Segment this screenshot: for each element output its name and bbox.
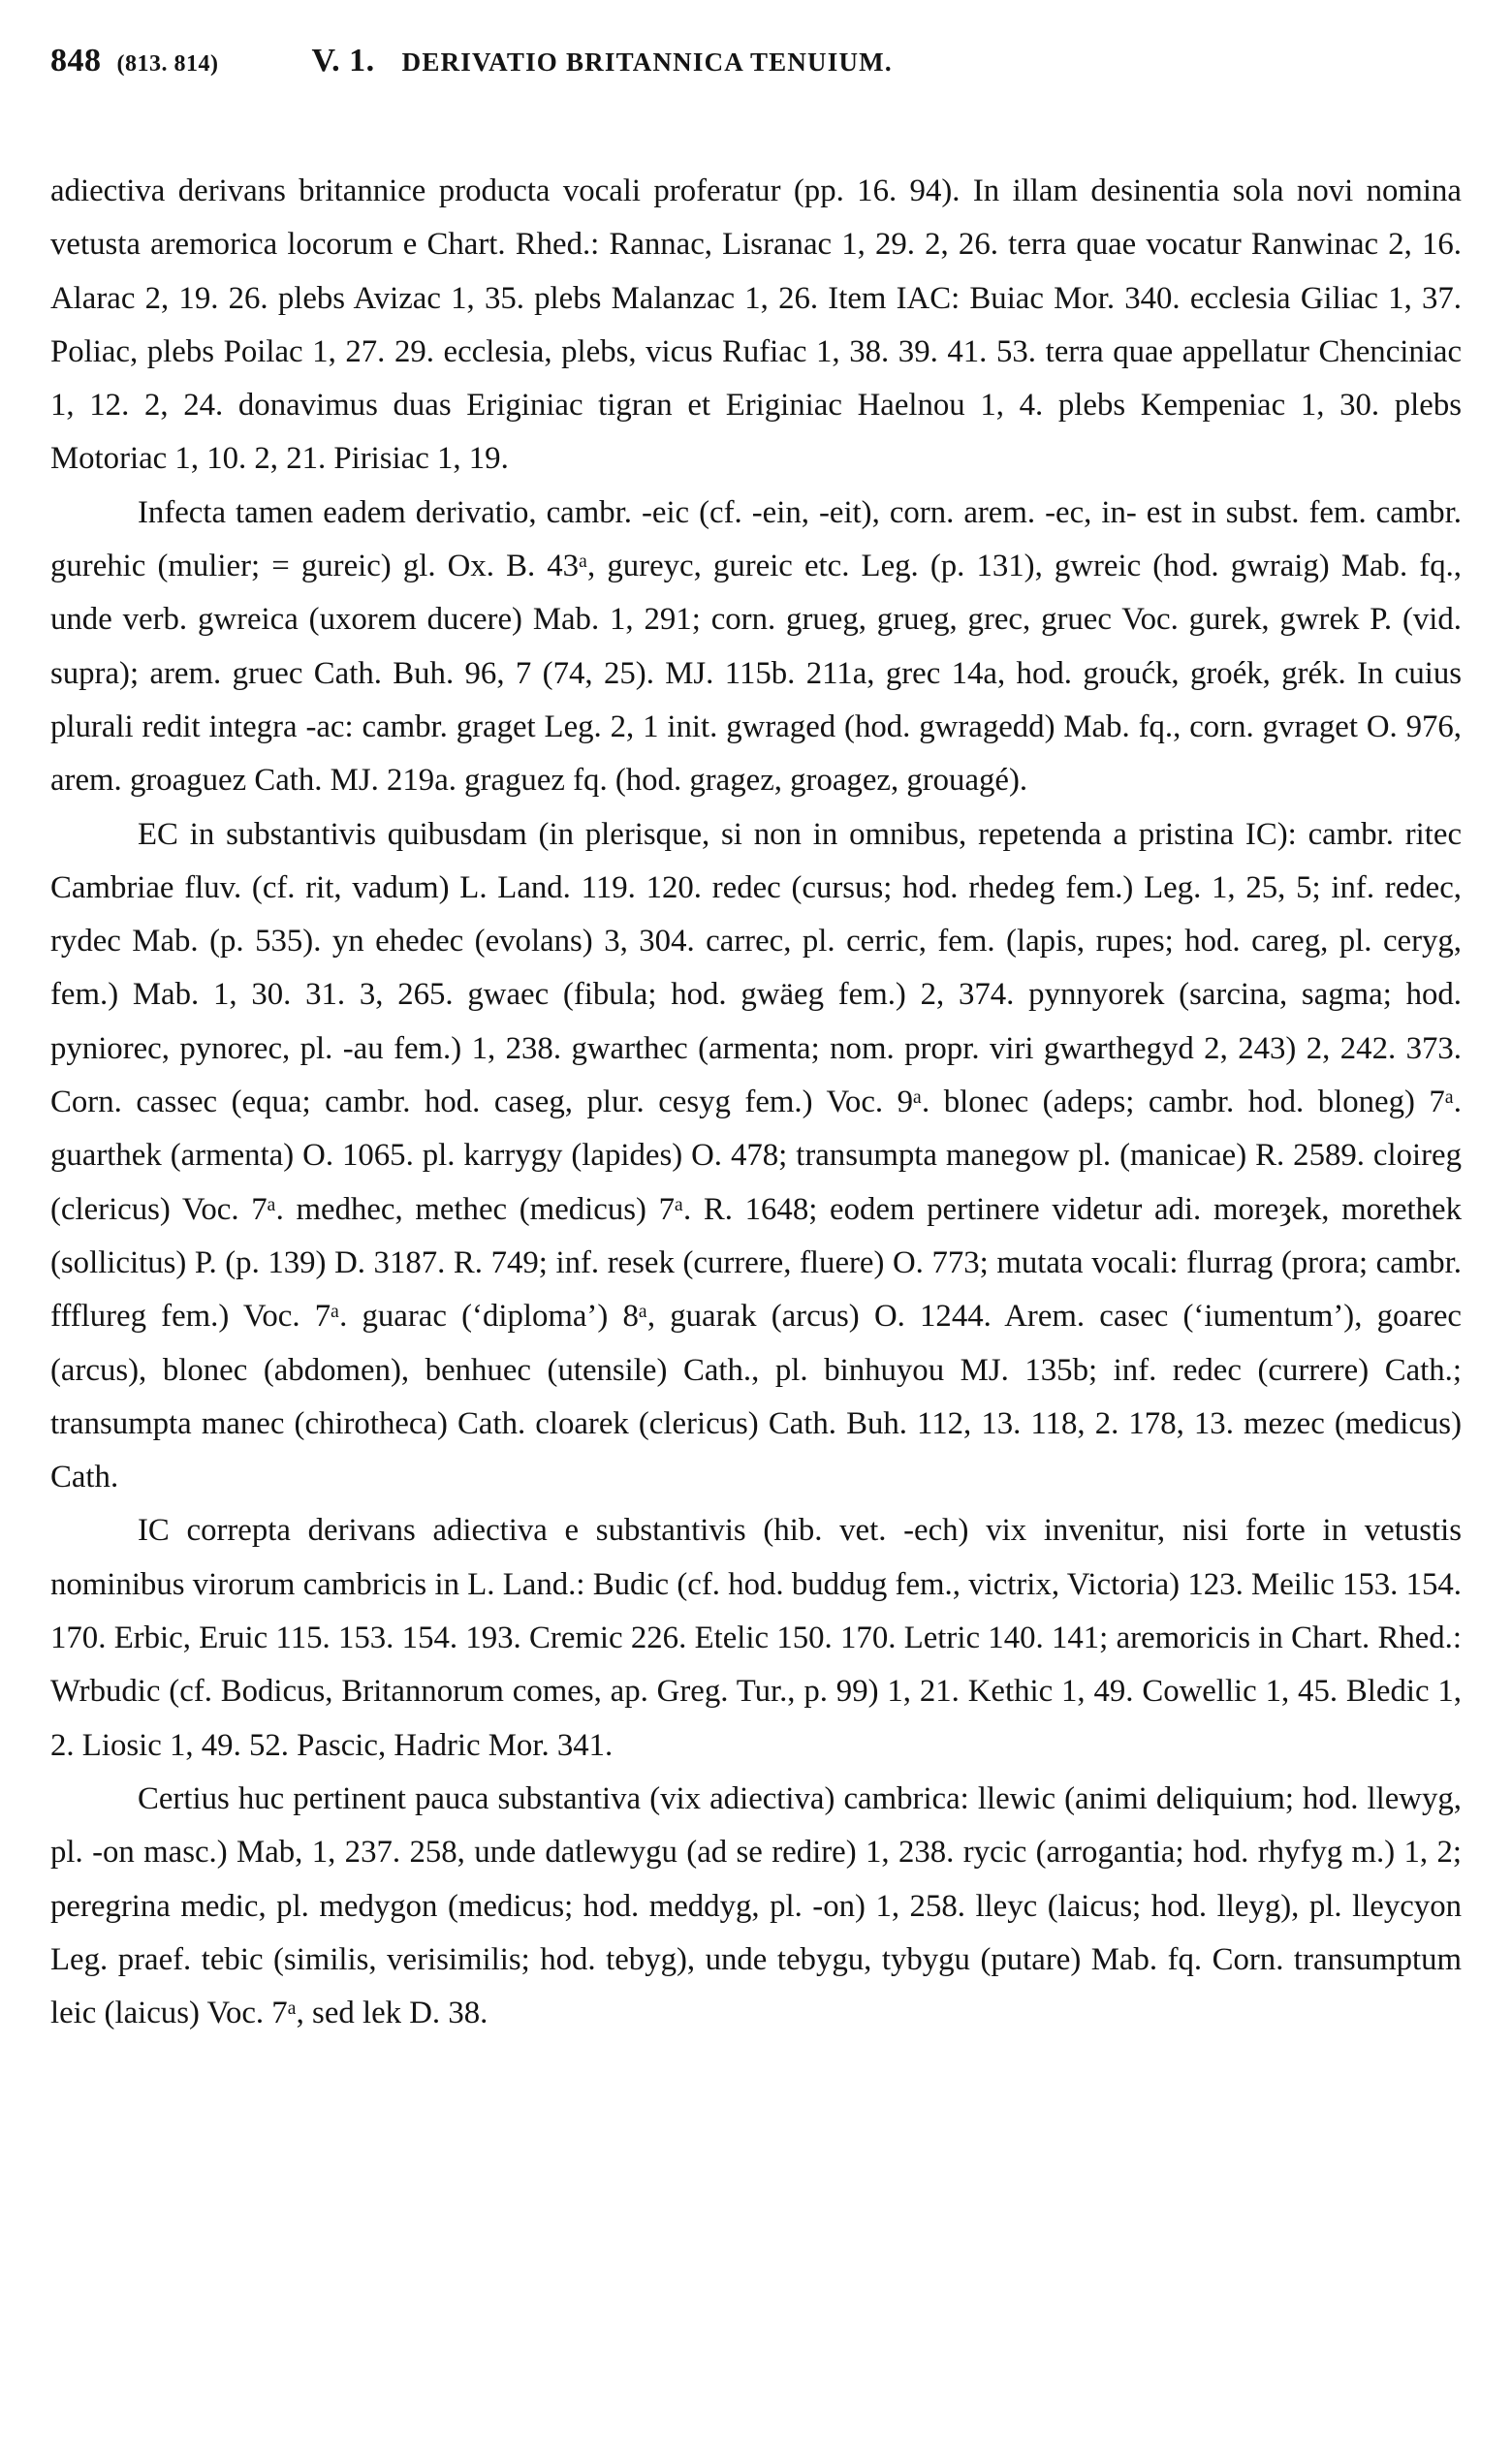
- paragraph-ec-substantives: EC in substantivis quibusdam (in plerisque, si non in omnibus, repetenda a pristina IC): cambr. ritec Cambriae fluv. (cf. rit, vadum) L. Land. 119. 120. redec (cursus; hod. rhedeg fem.) Leg. 1, 25, 5; inf. redec, rydec Mab. (p. 535). yn ehedec (evolans) 3, 304. carrec, pl. cerric, fem. (lapis, rupes; hod. careg, pl. ceryg, fem.) Mab. 1, 30. 31. 3, 265. gwaec (fibula; hod. gwäeg fem.) 2, 374. pynnyorek (sarcina, sagma; hod. pyniorec, pynorec, pl. -au fem.) 1, 238. gwarthec (armenta; nom. propr. viri gwarthegyd 2, 243) 2, 242. 373. Corn. cassec (equa; cambr. hod. caseg, plur. cesyg fem.) Voc. 9ᵃ. blonec (adeps; cambr. hod. bloneg) 7ᵃ. guarthek (armenta) O. 1065. pl. karrygy (lapides) O. 478; transumpta manegow pl. (manicae) R. 2589. cloireg (clericus) Voc. 7ᵃ. medhec, methec (medicus) 7ᵃ. R. 1648; eodem pertinere videtur adi. moreȝek, morethek (sollicitus) P. (p. 139) D. 3187. R. 749; inf. resek (currere, fluere) O. 773; mutata vocali: flurrag (prora; cambr. ffflureg fem.) Voc. 7ᵃ. guarac (‘diploma’) 8ᵃ, guarak (arcus) O. 1244. Arem. casec (‘iumentum’), goarec (arcus), blonec (abdomen), benhuec (utensile) Cath., pl. binhuyou MJ. 135b; inf. redec (currere) Cath.; transumpta manec (chirotheca) Cath. cloarek (clericus) Cath. Buh. 112, 13. 118, 2. 178, 13. mezec (medicus) Cath.: [50, 816, 1462, 1495]
- paragraph-iac-place-names: adiectiva derivans britannice producta vocali proferatur (pp. 16. 94). In illam desinentia sola novi nomina vetusta aremorica locorum e Chart. Rhed.: Rannac, Lisranac 1, 29. 2, 26. terra quae vocatur Ranwinac 2, 16. Alarac 2, 19. 26. plebs Avizac 1, 35. plebs Malanzac 1, 26. Item IAC: Buiac Mor. 340. ecclesia Giliac 1, 37. Poliac, plebs Poilac 1, 27. 29. ecclesia, plebs, vicus Rufiac 1, 38. 39. 41. 53. terra quae appellatur Chenciniac 1, 12. 2, 24. donavimus duas Eriginiac tigran et Eriginiac Haelnou 1, 4. plebs Kempeniac 1, 30. plebs Motoriac 1, 10. 2, 21. Pirisiac 1, 19.: [50, 173, 1462, 477]
- document-page: [50, 43, 1462, 2040]
- volume-label: V. 1.: [311, 43, 375, 79]
- page-number: 848: [50, 43, 102, 79]
- page-body: [50, 165, 1462, 2040]
- paragraph-cambric-substantives: Certius huc pertinent pauca substantiva (vix adiectiva) cambrica: llewic (animi deliquium; hod. llewyg, pl. -on masc.) Mab, 1, 237. 258, unde datlewygu (ad se redire) 1, 238. rycic (arrogantia; hod. rhyfyg m.) 1, 2; peregrina medic, pl. medygon (medicus; hod. meddyg, pl. -on) 1, 258. lleyc (laicus; hod. lleyg), pl. lleycyon Leg. praef. tebic (similis, verisimilis; hod. tebyg), unde tebygu, tybygu (putare) Mab. fq. Corn. transumptum leic (laicus) Voc. 7ᵃ, sed lek D. 38.: [50, 1780, 1462, 2031]
- page-header: [50, 43, 1462, 101]
- running-title: DERIVATIO BRITANNICA TENUIUM.: [401, 47, 893, 77]
- page-references: (813. 814): [116, 51, 219, 77]
- paragraph-ic-adjectives: IC correpta derivans adiectiva e substantivis (hib. vet. -ech) vix invenitur, nisi forte in vetustis nominibus virorum cambricis in L. Land.: Budic (cf. hod. buddug fem., victrix, Victoria) 123. Meilic 153. 154. 170. Erbic, Eruic 115. 153. 154. 193. Cremic 226. Etelic 150. 170. Letric 140. 141; aremoricis in Chart. Rhed.: Wrbudic (cf. Bodicus, Britannorum comes, ap. Greg. Tur., p. 99) 1, 21. Kethic 1, 49. Cowellic 1, 45. Bledic 1, 2. Liosic 1, 49. 52. Pascic, Hadric Mor. 341.: [50, 1513, 1462, 1763]
- paragraph-eic-derivation: Infecta tamen eadem derivatio, cambr. -eic (cf. -ein, -eit), corn. arem. -ec, in- est in subst. fem. cambr. gurehic (mulier; = gureic) gl. Ox. B. 43ᵃ, gureyc, gureic etc. Leg. (p. 131), gwreic (hod. gwraig) Mab. fq., unde verb. gwreica (uxorem ducere) Mab. 1, 291; corn. grueg, grueg, grec, gruec Voc. gurek, gwrek P. (vid. supra); arem. gruec Cath. Buh. 96, 7 (74, 25). MJ. 115b. 211a, grec 14a, hod. groućk, groék, grék. In cuius plurali redit integra -ac: cambr. graget Leg. 2, 1 init. gwraged (hod. gwragedd) Mab. fq., corn. gvraget O. 976, arem. groaguez Cath. MJ. 219a. graguez fq. (hod. gragez, groagez, grouagé).: [50, 494, 1462, 799]
